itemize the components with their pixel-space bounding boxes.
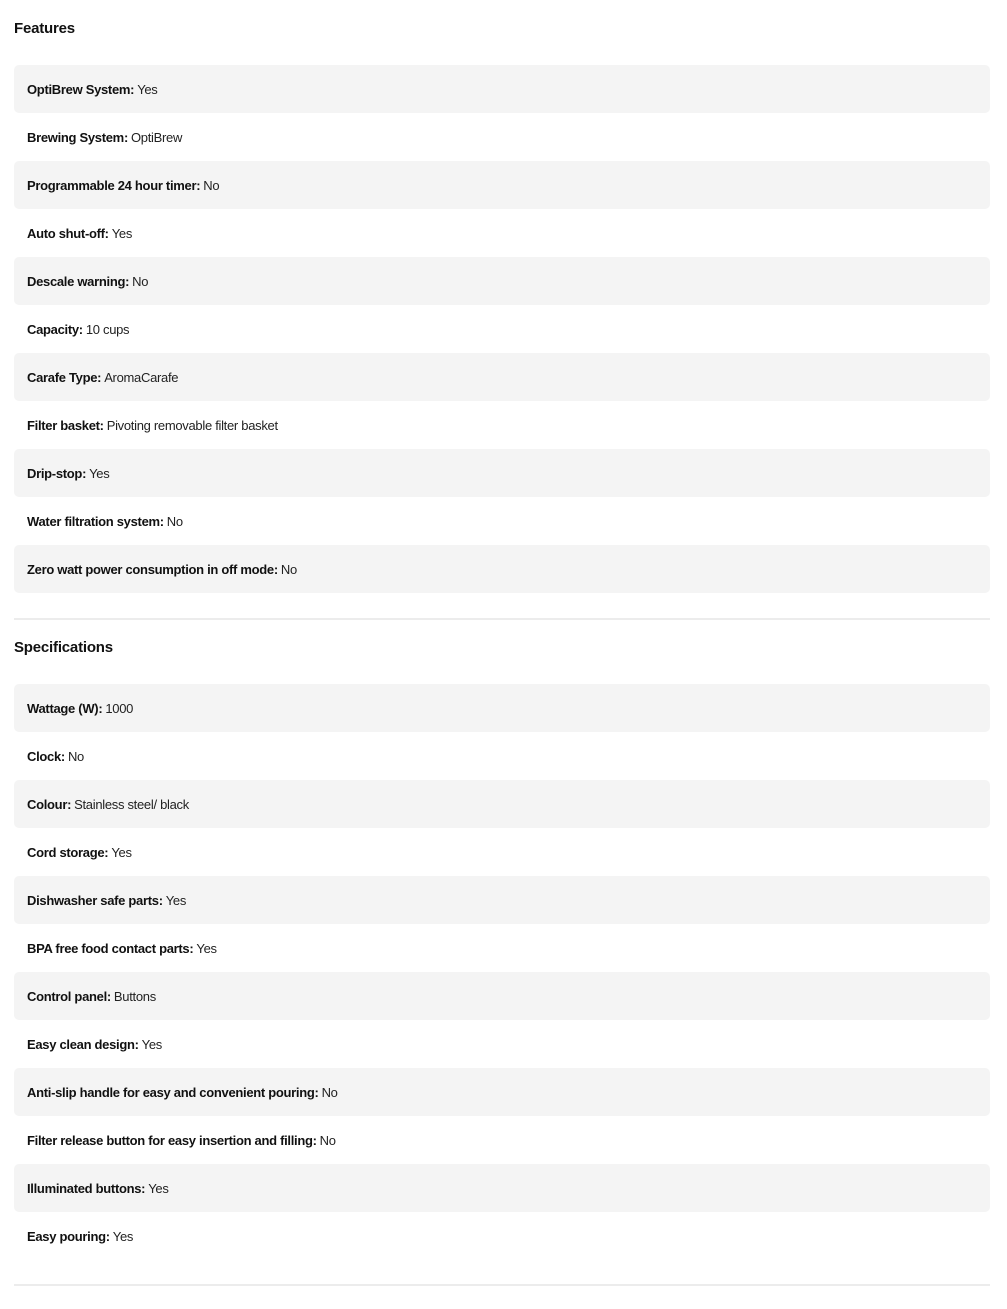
spec-row xyxy=(14,305,990,353)
spec-row xyxy=(14,161,990,209)
spec-value: No xyxy=(67,748,84,764)
spec-row xyxy=(14,1212,990,1260)
spec-row xyxy=(14,924,990,972)
spec-label: Brewing System: xyxy=(27,129,128,145)
features-list xyxy=(14,65,990,593)
spec-label: Dishwasher safe parts: xyxy=(27,892,163,908)
spec-label: Clock: xyxy=(27,748,65,764)
spec-value: Yes xyxy=(165,892,187,908)
spec-label: Drip-stop: xyxy=(27,465,87,481)
spec-value: Stainless steel/ black xyxy=(74,796,189,812)
specifications-heading: Specifications xyxy=(14,639,113,656)
spec-label: OptiBrew System: xyxy=(27,81,135,97)
spec-value: No xyxy=(321,1084,338,1100)
spec-label: Zero watt power consumption in off mode: xyxy=(27,561,278,577)
spec-label: Cord storage: xyxy=(27,844,109,860)
spec-label: Auto shut-off: xyxy=(27,225,109,241)
spec-value: Yes xyxy=(196,940,217,956)
spec-value: Buttons xyxy=(113,988,156,1004)
spec-value: No xyxy=(132,273,149,289)
spec-row xyxy=(14,449,990,497)
spec-value: OptiBrew xyxy=(130,129,183,145)
spec-label: BPA free food contact parts: xyxy=(27,940,194,956)
spec-value: Yes xyxy=(111,844,132,860)
spec-value: 1000 xyxy=(105,700,134,716)
spec-value: Yes xyxy=(137,81,158,97)
spec-label: Easy pouring: xyxy=(27,1228,110,1244)
spec-value: No xyxy=(166,513,183,529)
spec-row xyxy=(14,353,990,401)
spec-row xyxy=(14,497,990,545)
spec-value: Yes xyxy=(89,465,110,481)
spec-label: Easy clean design: xyxy=(27,1036,139,1052)
spec-row xyxy=(14,780,990,828)
spec-row xyxy=(14,972,990,1020)
specifications-list xyxy=(14,684,990,1260)
spec-row xyxy=(14,65,990,113)
spec-row xyxy=(14,1164,990,1212)
spec-value: 10 cups xyxy=(85,321,130,337)
spec-label: Programmable 24 hour timer: xyxy=(27,177,201,193)
spec-label: Illuminated buttons: xyxy=(27,1180,146,1196)
spec-row xyxy=(14,209,990,257)
spec-row xyxy=(14,545,990,593)
spec-label: Filter basket: xyxy=(27,417,104,433)
spec-label: Wattage (W): xyxy=(27,700,103,716)
section-divider xyxy=(14,618,990,620)
spec-label: Water filtration system: xyxy=(27,513,164,529)
spec-value: Yes xyxy=(148,1180,169,1196)
features-heading: Features xyxy=(14,20,75,37)
spec-value: No xyxy=(319,1132,336,1148)
spec-label: Descale warning: xyxy=(27,273,130,289)
spec-row xyxy=(14,113,990,161)
spec-row xyxy=(14,1068,990,1116)
spec-row xyxy=(14,1116,990,1164)
spec-label: Anti-slip handle for easy and convenient pouring: xyxy=(27,1084,319,1100)
spec-row xyxy=(14,257,990,305)
spec-row xyxy=(14,401,990,449)
spec-value: No xyxy=(280,561,297,577)
spec-value: AromaCarafe xyxy=(104,369,179,385)
spec-value: Yes xyxy=(112,1228,134,1244)
spec-value: No xyxy=(203,177,220,193)
spec-row xyxy=(14,876,990,924)
spec-row xyxy=(14,1020,990,1068)
spec-row xyxy=(14,732,990,780)
spec-label: Capacity: xyxy=(27,321,83,337)
spec-label: Filter release button for easy insertion and filling: xyxy=(27,1132,317,1148)
spec-row xyxy=(14,684,990,732)
spec-row xyxy=(14,828,990,876)
section-divider xyxy=(14,1284,990,1286)
spec-label: Carafe Type: xyxy=(27,369,102,385)
spec-value: Yes xyxy=(141,1036,162,1052)
spec-value: Pivoting removable filter basket xyxy=(106,417,278,433)
spec-value: Yes xyxy=(111,225,133,241)
spec-label: Control panel: xyxy=(27,988,111,1004)
spec-label: Colour: xyxy=(27,796,72,812)
